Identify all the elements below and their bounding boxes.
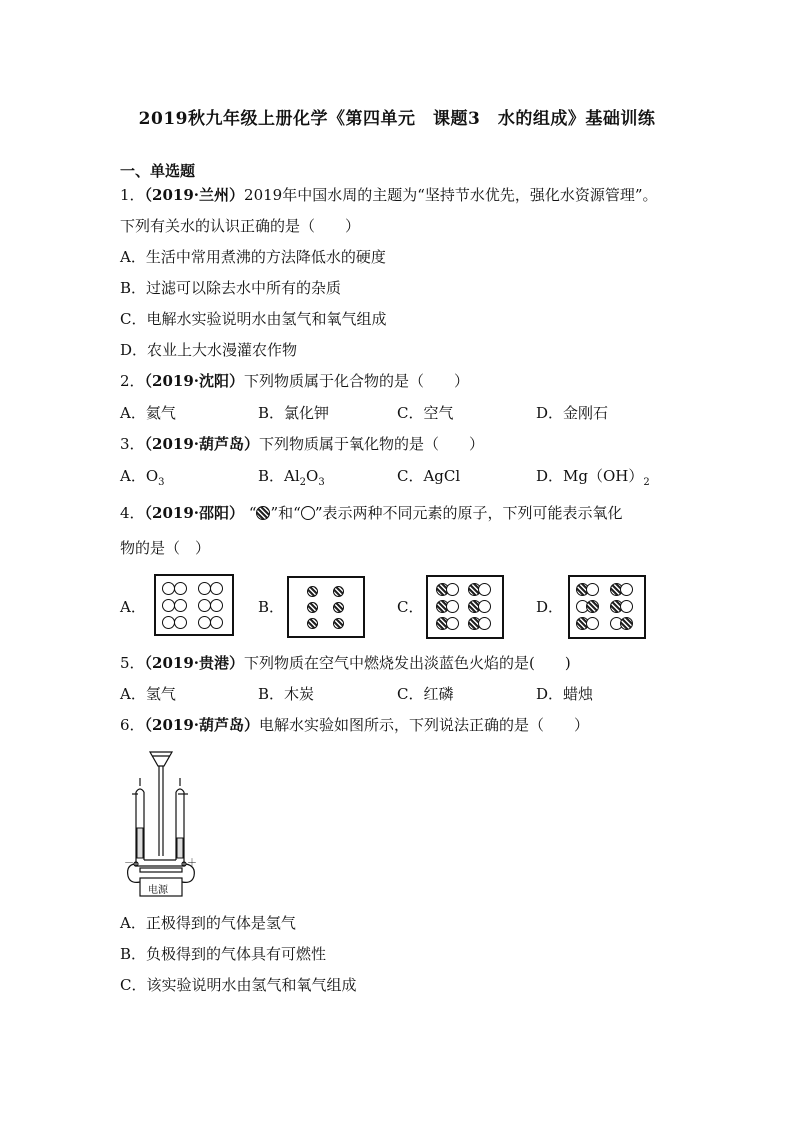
q5-option-d[interactable]: D．蜡烛 (536, 685, 594, 703)
q4-option-a-label[interactable]: A． (120, 598, 146, 616)
question-source: （2019·贵港） (144, 654, 245, 672)
q6-option-c[interactable]: C．该实验说明水由氢气和氧气组成 (120, 976, 357, 994)
q3-option-b[interactable]: B．$Al_2O_3$ (258, 467, 325, 488)
q1-option-d[interactable]: D．农业上大水漫灌农作物 (120, 341, 298, 359)
q3-option-d[interactable]: D．$Mg(OH)_2$ (536, 467, 650, 488)
q4-option-d-label[interactable]: D． (536, 598, 564, 616)
q1-option-c[interactable]: C．电解水实验说明水由氢气和氧气组成 (120, 310, 387, 328)
positive-terminal-label: ＋ (187, 858, 197, 869)
q3-option-c[interactable]: C．AgCl (397, 467, 461, 485)
question-5-stem: 5．（2019·贵港）下列物质在空气中燃烧发出淡蓝色火焰的是( ) (120, 654, 571, 672)
question-source: （2019·葫芦岛） (144, 716, 260, 734)
question-source: （2019·葫芦岛） (144, 435, 260, 453)
q5-option-a[interactable]: A．氢气 (120, 685, 176, 703)
question-source: （2019·沈阳） (144, 372, 245, 390)
q4-option-c-label[interactable]: C． (397, 598, 424, 616)
question-2-stem: 2．（2019·沈阳）下列物质属于化合物的是（ ） (120, 372, 470, 390)
q2-option-c[interactable]: C．空气 (397, 404, 454, 422)
q1-option-a[interactable]: A．生活中常用煮沸的方法降低水的硬度 (120, 248, 386, 266)
open-atom-icon (301, 506, 315, 520)
q4-option-b-diagram[interactable] (287, 576, 365, 638)
q5-option-c[interactable]: C．红磷 (397, 685, 454, 703)
q6-option-b[interactable]: B．负极得到的气体具有可燃性 (120, 945, 327, 963)
page-title: 2019秋九年级上册化学《第四单元 课题3 水的组成》基础训练 (138, 109, 656, 129)
question-6-stem: 6．（2019·葫芦岛）电解水实验如图所示，下列说法正确的是（ ） (120, 716, 590, 734)
q4-option-a-diagram[interactable] (154, 574, 234, 636)
question-3-stem: 3．（2019·葫芦岛）下列物质属于氧化物的是（ ） (120, 435, 485, 453)
question-source: （2019·兰州） (144, 186, 245, 204)
question-1-stem-line2: 下列有关水的认识正确的是（ ） (120, 217, 361, 235)
electrolysis-apparatus-diagram (122, 748, 200, 900)
q3-option-a[interactable]: A．$O_3$ (120, 467, 165, 488)
q4-option-c-diagram[interactable] (426, 575, 504, 639)
q4-option-d-diagram[interactable] (568, 575, 646, 639)
hatched-atom-icon (256, 506, 270, 520)
q2-option-a[interactable]: A．氦气 (120, 404, 176, 422)
q4-option-b-label[interactable]: B． (258, 598, 285, 616)
question-4-stem: 4．（2019·邵阳） “ ”和“ ”表示两种不同元素的原子，下列可能表示氧化 (120, 504, 623, 522)
q5-option-b[interactable]: B．木炭 (258, 685, 315, 703)
q6-option-a[interactable]: A．正极得到的气体是氢气 (120, 914, 296, 932)
power-source-label: 电源 (148, 885, 168, 896)
q2-option-d[interactable]: D．金刚石 (536, 404, 609, 422)
question-4-stem-line2: 物的是（ ） (120, 539, 211, 557)
question-source: （2019·邵阳） (144, 504, 245, 522)
negative-terminal-label: － (124, 858, 134, 869)
section-heading: 一、单选题 (120, 162, 196, 180)
question-1-stem: 1．（2019·兰州）2019年中国水周的主题为“坚持节水优先，强化水资源管理”。 (120, 186, 658, 204)
q1-option-b[interactable]: B．过滤可以除去水中所有的杂质 (120, 279, 342, 297)
q2-option-b[interactable]: B．氯化钾 (258, 404, 330, 422)
